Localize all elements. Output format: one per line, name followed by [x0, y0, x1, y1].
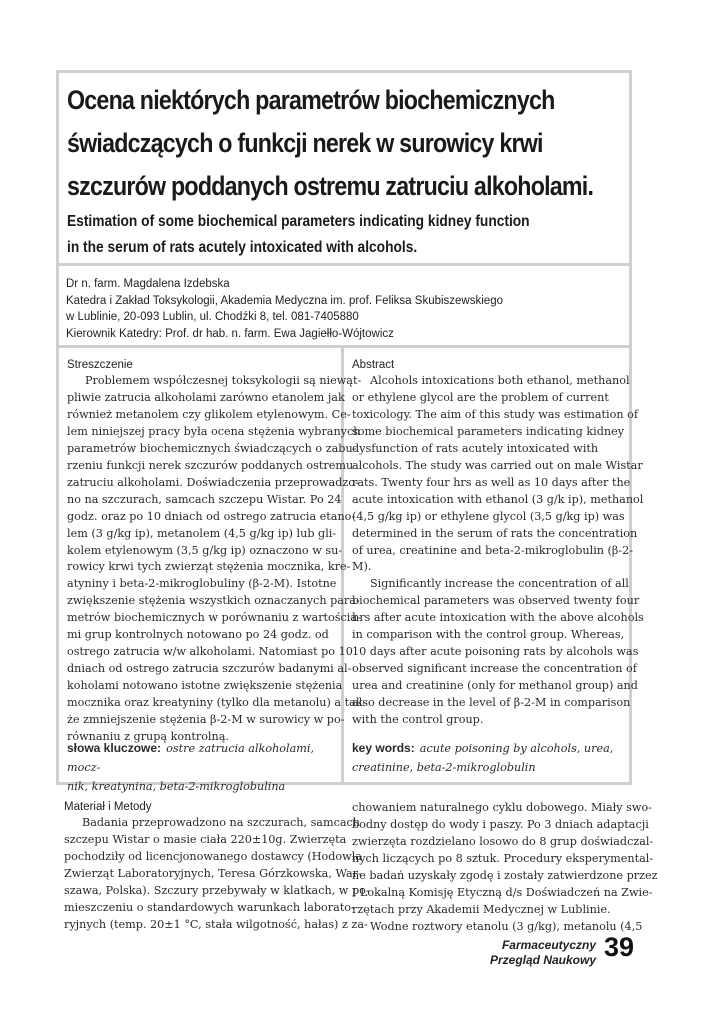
text-line: rzeniu funkcji nerek szczurów poddanych ostremu: [67, 458, 354, 472]
text-line: of urea, creatinine and beta-2-mikroglobulin (β-2-: [352, 543, 634, 557]
abstract-heading: Abstract: [352, 359, 395, 371]
text-line: pliwie zatrucia alkoholami zarówno etanolem jak: [67, 390, 345, 404]
title-polish: [67, 79, 626, 208]
text-line: toxicology. The aim of this study was estimation of: [352, 407, 638, 421]
text-line: kolem etylenowym (3,5 g/kg ip) oznaczono w su-: [67, 543, 343, 557]
author-affiliation: [56, 266, 632, 348]
affiliation-line: w Lublinie, 20-093 Lublin, ul. Chodźki 8, tel. 081-7405880: [66, 311, 359, 323]
methods-right-text: [352, 800, 658, 936]
title-pl-line: świadczących o funkcji nerek w surowicy krwi: [67, 128, 543, 158]
text-line: urea and creatinine (only for methanol group) and: [352, 679, 638, 693]
text-line: ostrego zatrucia w/w alkoholami. Natomiast po 10: [67, 645, 353, 659]
text-line: ne badań uzyskały zgodę i zostały zatwierdzone przez: [352, 868, 658, 882]
text-line: with the control group.: [352, 713, 484, 727]
text-line: Problemem współczesnej toksykologii są niewąt-: [85, 374, 362, 387]
text-line: also decrease in the level of β-2-M in comparison: [352, 696, 631, 710]
page-number: 39: [604, 932, 635, 962]
text-line: metrów biochemicznych w porównaniu z wartościa-: [67, 611, 361, 625]
text-line: dniach od ostrego zatrucia szczurów badanymi al-: [67, 662, 352, 676]
text-line: nych liczących po 8 sztuk. Procedury eksperymental-: [352, 851, 654, 865]
text-line: rowicy krwi tych zwierząt stężenia mocznika, kre-: [67, 560, 351, 574]
abstract-text: [352, 373, 644, 729]
keywords-label: słowa kluczowe:: [67, 741, 162, 755]
text-line: Badania przeprowadzono na szczurach, samcach: [82, 816, 360, 829]
text-line: some biochemical parameters indicating kidney: [352, 424, 625, 438]
text-line: lem niniejszej pracy była ocena stężenia wybranych: [67, 424, 361, 438]
text-line: Alcohols intoxications both ethanol, methanol: [370, 374, 630, 387]
text-line: rats. Twenty four hrs as well as 10 days after the: [352, 475, 631, 489]
keywords-value: acute poisoning by alcohols, urea,: [419, 742, 614, 755]
text-line: lem (3 g/kg ip), metanolem (4,5 g/kg ip) lub gli-: [67, 526, 337, 540]
text-line: rzętach przy Akademii Medycznej w Lublinie.: [352, 902, 611, 916]
keywords-en: [352, 738, 622, 776]
text-line: dysfunction of rats acutely intoxicated with: [352, 441, 599, 455]
text-line: M).: [352, 560, 372, 574]
text-line: chowaniem naturalnego cyklu dobowego. Miały swo-: [352, 801, 653, 814]
text-line: hrs after acute intoxication with the above alcohols: [352, 611, 644, 625]
text-line: alcohols. The study was carried out on male Wistar: [352, 458, 643, 472]
title-box: [56, 70, 632, 266]
text-line: in comparison with the control group. Whereas,: [352, 628, 625, 642]
keywords-value: nik, kreatynina, beta-2-mikroglobulina: [67, 780, 286, 793]
text-line: (4,5 g/kg ip) or ethylene glycol (3,5 g/kg ip) was: [352, 509, 625, 523]
text-line: mocznika oraz kreatyniny (tylko dla metanolu) a tak-: [67, 696, 367, 710]
keywords-pl: [67, 738, 337, 795]
journal-name-line: Farmaceutyczny: [501, 938, 596, 952]
affiliation-line: Katedra i Zakład Toksykologii, Akademia Medyczna im. prof. Feliksa Skubiszewskiego: [66, 294, 503, 307]
text-line: mi grup kontrolnych notowano po 24 godz. od: [67, 628, 329, 642]
author-name: Dr n. farm. Magdalena Izdebska: [66, 278, 230, 290]
text-line: 10 days after acute poisoning rats by alcohols was: [352, 645, 639, 659]
methods-heading: Materiał i Metody: [64, 801, 152, 813]
text-line: no na szczurach, samcach szczepu Wistar. Po 24: [67, 492, 342, 506]
text-line: zwiększenie stężenia wszystkich oznaczanych para-: [67, 594, 360, 608]
keywords-label: key words:: [352, 741, 415, 755]
text-line: również metanolem czy glikolem etylenowym. Ce-: [67, 407, 351, 421]
title-pl-line: Ocena niektórych parametrów biochemicznych: [67, 85, 555, 115]
text-line: ryjnych (temp. 20±1 °C, stała wilgotność, hałas) z za-: [64, 917, 368, 931]
text-line: I Lokalną Komisję Etyczną d/s Doświadczeń na Zwie-: [352, 885, 653, 899]
title-pl-line: szczurów poddanych ostremu zatruciu alkoholami.: [67, 171, 594, 201]
text-line: determined in the serum of rats the concentration: [352, 526, 638, 540]
methods-left-column: [64, 800, 370, 934]
text-line: observed significant increase the concentration of: [352, 662, 637, 676]
text-line: koholami notowano istotne zwiększenie stężenia: [67, 679, 343, 693]
title-english: [67, 209, 626, 261]
streszczenie-heading: Streszczenie: [67, 359, 133, 371]
text-line: równaniu z grupą kontrolną.: [67, 730, 229, 744]
text-line: biochemical parameters was observed twenty four: [352, 594, 640, 608]
text-line: że zmniejszenie stężenia β-2-M w surowicy w po-: [67, 713, 345, 727]
methods-left-text: [64, 815, 370, 934]
text-line: pochodziły od licencjonowanego dostawcy (Hodowla: [64, 849, 362, 863]
keywords-value: ostre zatrucia alkoholami, mocz-: [67, 742, 314, 774]
text-line: szawa, Polska). Szczury przebywały w klatkach, w po-: [64, 883, 370, 897]
text-line: Zwierząt Laboratoryjnych, Teresa Górzkowska, War-: [64, 866, 362, 880]
journal-name-line: Przegląd Naukowy: [489, 953, 596, 967]
head-of-department: Kierownik Katedry: Prof. dr hab. n. farm. Ewa Jagiełło-Wójtowicz: [66, 327, 394, 340]
streszczenie-box: [56, 348, 367, 793]
journal-name: [490, 938, 596, 968]
text-line: Wodne roztwory etanolu (3 g/kg), metanolu (4,5: [370, 919, 643, 933]
keywords-value: creatinine, beta-2-mikroglobulin: [352, 761, 536, 774]
methods-right-column: [352, 800, 658, 936]
text-line: acute intoxication with ethanol (3 g/k ip), methanol: [352, 492, 644, 506]
text-line: zatruciu alkoholami. Doświadczenia przeprowadzo-: [67, 475, 359, 489]
text-line: szczepu Wistar o masie ciała 220±10g. Zwierzęta: [64, 832, 347, 846]
text-line: parametrów biochemicznych świadczących o zabu-: [67, 441, 357, 455]
text-line: Significantly increase the concentration of all: [370, 577, 629, 591]
text-line: atyniny i beta-2-mikroglobuliny (β-2-M). Istotne: [67, 577, 337, 591]
text-line: mieszczeniu o standardowych warunkach laborato-: [64, 900, 355, 914]
title-en-line: in the serum of rats acutely intoxicated with alcohols.: [67, 239, 418, 256]
text-line: or ethylene glycol are the problem of current: [352, 390, 609, 404]
text-line: godz. oraz po 10 dniach od ostrego zatrucia etano-: [67, 509, 356, 523]
streszczenie-text: [67, 373, 367, 746]
abstract-box: [344, 348, 644, 785]
text-line: bodny dostęp do wody i paszy. Po 3 dniach adaptacji: [352, 817, 649, 831]
text-line: zwierzęta rozdzielano losowo do 8 grup doświadczal-: [352, 834, 654, 848]
title-en-line: Estimation of some biochemical parameters indicating kidney function: [67, 213, 530, 230]
